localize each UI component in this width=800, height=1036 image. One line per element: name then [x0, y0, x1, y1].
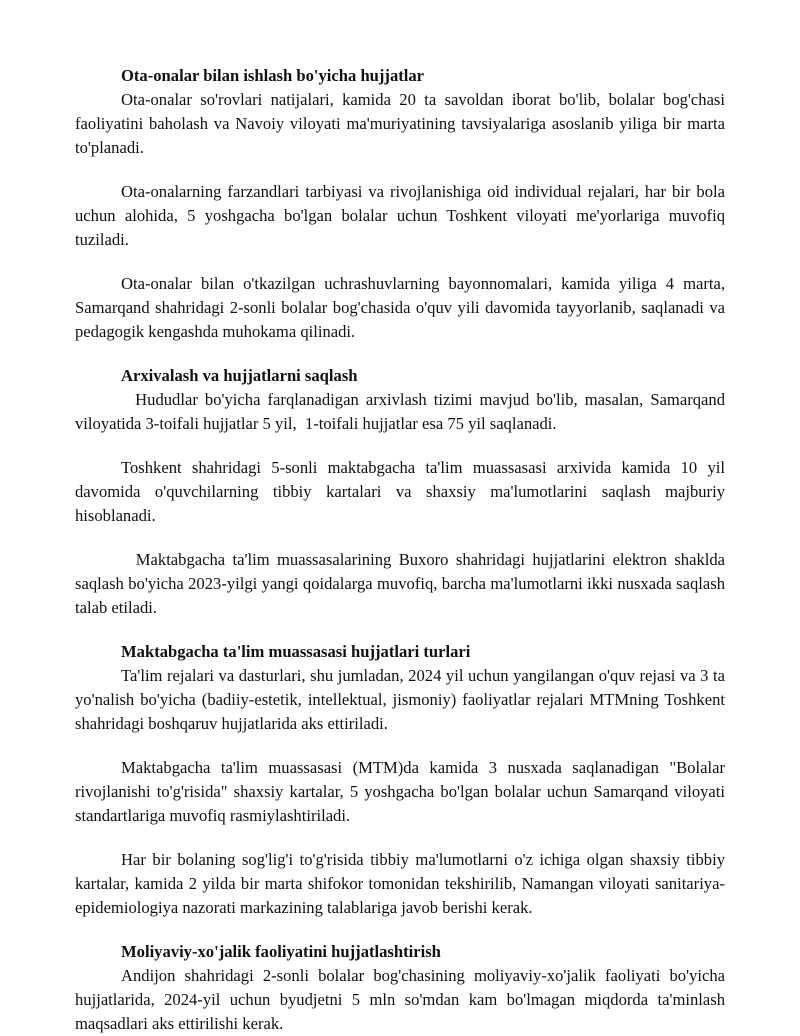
- section-heading: Arxivalash va hujjatlarni saqlash: [121, 366, 358, 385]
- section-heading: Ota-onalar bilan ishlash bo'yicha hujjatlar: [121, 66, 425, 85]
- section-archiving: [75, 364, 730, 620]
- paragraph: Hududlar bo'yicha farqlanadigan arxivlash tizimi mavjud bo'lib, masalan, Samarqand viloyatida 3-toifali hujjatlar 5 yil, 1-toifali hujjatlar esa 75 yil saqlanadi.: [75, 390, 730, 433]
- paragraph: Ota-onalar bilan o'tkazilgan uchrashuvlarning bayonnomalari, kamida yiliga 4 marta, Samarqand shahridagi 2-sonli bolalar bog'chasida o'quv yili davomida tayyorlanib, saqlanadi va pedagogik kengashda muhokama qilinadi.: [75, 274, 725, 341]
- paragraph: Toshkent shahridagi 5-sonli maktabgacha ta'lim muassasasi arxivida kamida 10 yil davomida o'quvchilarning tibbiy kartalari va shaxsiy ma'lumotlarini saqlash majburiy hisoblanadi.: [75, 458, 725, 525]
- document-page: [75, 64, 730, 1036]
- paragraph: Ota-onalar so'rovlari natijalari, kamida 20 ta savoldan iborat bo'lib, bolalar bog'chasi faoliyatini baholash va Navoiy viloyati ma'muriyatining tavsiyalariga asoslanib yiliga bir marta to'planadi.: [75, 90, 725, 157]
- paragraph: Maktabgacha ta'lim muassasalarining Buxoro shahridagi hujjatlarini elektron shaklda saqlash bo'yicha 2023-yilgi yangi qoidalarga muvofiq, barcha ma'lumotlarni ikki nusxada saqlash talab etiladi.: [75, 550, 730, 617]
- section-heading: Moliyaviy-xo'jalik faoliyatini hujjatlashtirish: [121, 942, 441, 961]
- section-heading: Maktabgacha ta'lim muassasasi hujjatlari turlari: [121, 642, 471, 661]
- section-parent-work: [75, 64, 725, 344]
- paragraph: Ota-onalarning farzandlari tarbiyasi va rivojlanishiga oid individual rejalari, har bir bola uchun alohida, 5 yoshgacha bo'lgan bolalar uchun Toshkent viloyati me'yorlariga muvofiq tuziladi.: [75, 182, 725, 249]
- section-financial: [75, 940, 725, 1036]
- paragraph: Andijon shahridagi 2-sonli bolalar bog'chasining moliyaviy-xo'jalik faoliyati bo'yicha hujjatlarida, 2024-yil uchun byudjetni 5 mln so'mdan kam bo'lmagan miqdorda ta'minlash maqsadlari aks ettirilishi kerak.: [75, 966, 725, 1033]
- section-document-types: [75, 640, 725, 920]
- paragraph: Maktabgacha ta'lim muassasasi (MTM)da kamida 3 nusxada saqlanadigan "Bolalar rivojlanishi to'g'risida" shaxsiy kartalar, 5 yoshgacha bo'lgan bolalar uchun Samarqand viloyati standartlariga muvofiq rasmiylashtiriladi.: [75, 758, 725, 825]
- paragraph: Har bir bolaning sog'lig'i to'g'risida tibbiy ma'lumotlarni o'z ichiga olgan shaxsiy tibbiy kartalar, kamida 2 yilda bir marta shifokor tomonidan tekshirilib, Namangan viloyati sanitariya-epidemiologiya nazorati markazining talablariga javob berishi kerak.: [75, 850, 725, 917]
- paragraph: Ta'lim rejalari va dasturlari, shu jumladan, 2024 yil uchun yangilangan o'quv rejasi va 3 ta yo'nalish bo'yicha (badiiy-estetik, intellektual, jismoniy) faoliyatlar rejalari MTMning Toshkent shahridagi boshqaruv hujjatlarida aks ettiriladi.: [75, 666, 725, 733]
